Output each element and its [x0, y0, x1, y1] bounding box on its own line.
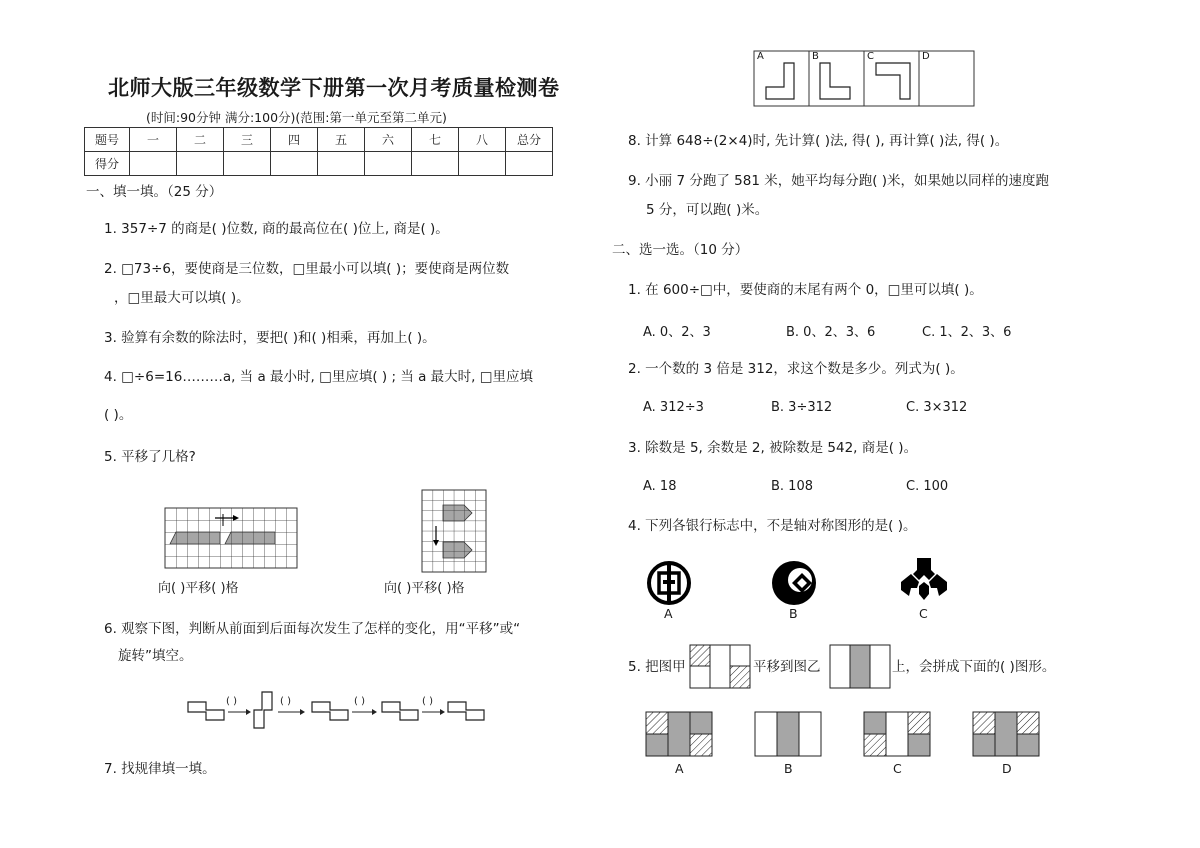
q5-caption-1: 向( )平移( )格	[158, 581, 239, 596]
bank-logo-c-icon	[899, 556, 949, 604]
pattern-shape-b	[820, 63, 850, 99]
option-label-d: D	[1002, 761, 1012, 776]
s1-question-1: 1. 357÷7 的商是( )位数, 商的最高位在( )位上, 商是( )。	[104, 221, 449, 237]
s2-question-5-pre: 5. 把图甲	[628, 659, 686, 675]
q6-blank-3[interactable]: ( )	[354, 696, 365, 707]
q6-blank-4[interactable]: ( )	[422, 696, 433, 707]
score-cell[interactable]	[506, 152, 553, 176]
s2-question-4: 4. 下列各银行标志中，不是轴对称图形的是( )。	[628, 518, 917, 534]
s2-question-3: 3. 除数是 5, 余数是 2, 被除数是 542, 商是( )。	[628, 440, 918, 456]
logo-label-a: A	[664, 606, 673, 621]
pattern-shape-a	[766, 63, 794, 99]
s1-question-5: 5. 平移了几格?	[104, 449, 196, 465]
logo-label-b: B	[789, 606, 798, 621]
shape-step-2	[254, 692, 272, 728]
translation-grid-horizontal	[165, 508, 297, 570]
s1-question-9: 9. 小丽 7 分跑了 581 米，她平均每分跑( )米，如果她以同样的速度跑	[628, 173, 1050, 189]
score-table	[84, 127, 553, 176]
score-header-cell: 七	[412, 128, 459, 152]
logo-label-c: C	[919, 606, 928, 621]
option-figure-b[interactable]	[755, 712, 823, 758]
s2-question-5-mid: 平移到图乙	[753, 659, 821, 675]
shape-step-4	[382, 702, 418, 720]
s2-q3-option-b[interactable]: B. 108	[771, 479, 813, 494]
shape-step-5	[448, 702, 484, 720]
s1-question-2-cont: ，□里最大可以填( )。	[114, 290, 250, 306]
s1-question-6-cont: 旋转”填空。	[118, 648, 193, 664]
q6-blank-2[interactable]: ( )	[280, 696, 291, 707]
score-cell[interactable]	[224, 152, 271, 176]
option-figure-c[interactable]	[864, 712, 932, 758]
bank-logo-b-icon	[770, 560, 818, 606]
s2-q3-option-c[interactable]: C. 100	[906, 479, 949, 494]
s2-q2-option-a[interactable]: A. 312÷3	[643, 400, 704, 415]
s2-q1-option-c[interactable]: C. 1、2、3、6	[922, 325, 1012, 340]
pattern-shape-c	[876, 63, 910, 99]
score-row-label: 得分	[85, 152, 130, 176]
score-cell[interactable]	[412, 152, 459, 176]
translation-grid-vertical	[422, 490, 486, 572]
shape-step-1	[188, 702, 224, 720]
option-figure-a[interactable]	[646, 712, 714, 758]
page-title: 北师大版三年级数学下册第一次月考质量检测卷	[108, 76, 560, 100]
bank-logo-a-icon	[646, 560, 692, 606]
section1-heading: 一、填一填。（25 分）	[86, 184, 223, 200]
shape-step-3	[312, 702, 348, 720]
option-label-c: C	[893, 761, 902, 776]
s1-question-3: 3. 验算有余数的除法时，要把( )和( )相乘，再加上( )。	[104, 330, 436, 346]
q6-blank-1[interactable]: ( )	[226, 696, 237, 707]
s1-question-7: 7. 找规律填一填。	[104, 761, 216, 777]
score-cell[interactable]	[130, 152, 177, 176]
score-table-score-row	[85, 152, 553, 176]
s1-question-6: 6. 观察下图，判断从前面到后面每次发生了怎样的变化，用“平移”或“	[104, 621, 521, 637]
score-header-cell: 五	[318, 128, 365, 152]
s2-question-2: 2. 一个数的 3 倍是 312，求这个数是多少。列式为( )。	[628, 361, 964, 377]
score-header-cell: 二	[177, 128, 224, 152]
figure-yi	[830, 645, 892, 689]
s1-question-4-cont: ( )。	[104, 407, 133, 423]
option-label-b: B	[784, 761, 793, 776]
pattern-boxes	[754, 51, 974, 107]
s2-q1-option-a[interactable]: A. 0、2、3	[643, 325, 711, 340]
option-figure-d[interactable]	[973, 712, 1041, 758]
box-label-a: A	[757, 51, 764, 62]
box-label-d: D	[922, 51, 930, 62]
s2-q2-option-b[interactable]: B. 3÷312	[771, 400, 833, 415]
score-header-cell: 总分	[506, 128, 553, 152]
s1-question-2: 2. □73÷6，要使商是三位数，□里最小可以填( )；要使商是两位数	[104, 261, 510, 277]
score-table-header-row	[85, 128, 553, 152]
score-header-cell: 八	[459, 128, 506, 152]
figure-jia	[690, 645, 752, 689]
s2-q1-option-b[interactable]: B. 0、2、3、6	[786, 325, 876, 340]
box-label-c: C	[867, 51, 874, 62]
q5-caption-2: 向( )平移( )格	[384, 581, 465, 596]
s2-question-5-post: 上，会拼成下面的( )图形。	[892, 659, 1056, 675]
score-cell[interactable]	[271, 152, 318, 176]
option-label-a: A	[675, 761, 684, 776]
score-cell[interactable]	[459, 152, 506, 176]
s2-q3-option-a[interactable]: A. 18	[643, 479, 677, 494]
score-header-cell: 题号	[85, 128, 130, 152]
score-cell[interactable]	[318, 152, 365, 176]
exam-info: (时间:90分钟 满分:100分)(范围:第一单元至第二单元)	[146, 110, 447, 125]
s1-question-8: 8. 计算 648÷(2×4)时, 先计算( )法, 得( ), 再计算( )法, 得( )。	[628, 133, 1009, 149]
score-header-cell: 六	[365, 128, 412, 152]
score-header-cell: 三	[224, 128, 271, 152]
box-label-b: B	[812, 51, 819, 62]
score-cell[interactable]	[177, 152, 224, 176]
score-header-cell: 四	[271, 128, 318, 152]
score-cell[interactable]	[365, 152, 412, 176]
section2-heading: 二、选一选。（10 分）	[612, 242, 749, 258]
score-header-cell: 一	[130, 128, 177, 152]
s1-question-4: 4. □÷6=16………a, 当 a 最小时, □里应填( ) ; 当 a 最大时, □里应填	[104, 369, 534, 385]
s2-q2-option-c[interactable]: C. 3×312	[906, 400, 968, 415]
s1-question-9-cont: 5 分，可以跑( )米。	[646, 202, 769, 218]
s2-question-1: 1. 在 600÷□中，要使商的末尾有两个 0，□里可以填( )。	[628, 282, 983, 298]
